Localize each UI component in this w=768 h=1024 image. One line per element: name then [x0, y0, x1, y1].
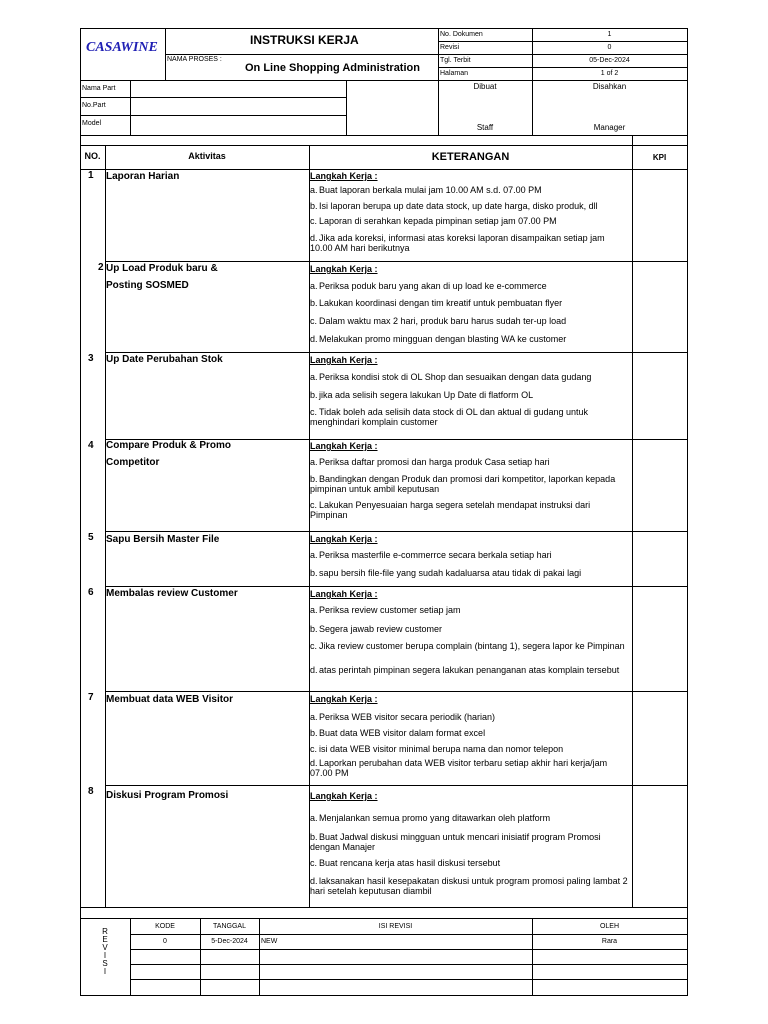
activity-name: Membuat data WEB Visitor [106, 694, 234, 705]
step-item: a.Menjalankan semua promo yang ditawarkan oleh platform [310, 813, 551, 823]
created-by-label: Dibuat [473, 82, 497, 91]
revision-by: Rara [601, 938, 618, 945]
model-label: Model [82, 120, 102, 127]
company-logo: CASAWINE [86, 40, 158, 55]
column-header-no: NO. [84, 151, 101, 161]
document-title: INSTRUKSI KERJA [250, 33, 359, 47]
step-item: b.Isi laporan berupa up date data stock, up date harga, disko produk, dll [310, 201, 598, 211]
step-item: b.jika ada selisih segera lakukan Up Date di flatform OL [310, 390, 534, 400]
staff-label: Staff [476, 123, 494, 132]
revision-header-content: ISI REVISI [378, 923, 413, 930]
row-number: 5 [88, 532, 94, 543]
column-header-activity: Aktivitas [188, 151, 226, 161]
steps-heading: Langkah Kerja : [310, 589, 378, 599]
step-item: c. Lakukan Penyesuaian harga segera setelah mendapat instruksi dari Pimpinan [310, 500, 591, 520]
revision-date: 5-Dec-2024 [211, 938, 248, 945]
row-number: 4 [88, 440, 94, 451]
step-item: b.Buat data WEB visitor dalam format excel [310, 728, 486, 738]
column-header-description: KETERANGAN [431, 151, 510, 163]
activity-name: Up Load Produk baru & Posting SOSMED [106, 263, 218, 291]
doc-number-label: No. Dokumen [440, 31, 483, 38]
step-item: a.Periksa review customer setiap jam [310, 605, 461, 615]
step-item: c. Buat rencana kerja atas hasil diskusi tersebut [310, 858, 501, 868]
step-item: a.Periksa kondisi stok di OL Shop dan sesuaikan dengan data gudang [310, 372, 592, 382]
step-item: a.Periksa poduk baru yang akan di up load ke e-commerce [310, 281, 547, 291]
step-item: d.Melakukan promo mingguan dengan blasting WA ke customer [310, 334, 567, 344]
revision-code: 0 [163, 938, 167, 945]
steps-heading: Langkah Kerja : [310, 791, 378, 801]
step-item: b.Lakukan koordinasi dengan tim kreatif untuk pembuatan flyer [310, 298, 563, 308]
revision-side-label: R E V I S I [102, 927, 108, 976]
steps-heading: Langkah Kerja : [310, 441, 378, 451]
step-item: c. isi data WEB visitor minimal berupa nama dan nomor telepon [310, 744, 564, 754]
revision-content: NEW [261, 938, 278, 945]
step-item: a.Buat laporan berkala mulai jam 10.00 AM s.d. 07.00 PM [310, 185, 542, 195]
step-item: b.sapu bersih file-file yang sudah kadaluarsa atau tidak di pakai lagi [310, 568, 582, 578]
process-name: On Line Shopping Administration [245, 62, 420, 74]
step-item: b.Buat Jadwal diskusi mingguan untuk mencari inisiatif program Promosi dengan Manajer [310, 832, 601, 852]
step-item: b.Bandingkan dengan Produk dan promosi dari kompetitor, laporkan kepada pimpinan untuk ambil keputusan [310, 474, 616, 494]
revision-header-code: KODE [155, 923, 175, 930]
row-number: 6 [88, 587, 94, 598]
step-item: a.Periksa WEB visitor secara periodik (harian) [310, 712, 496, 722]
steps-heading: Langkah Kerja : [310, 534, 378, 544]
step-item: c. Tidak boleh ada selisih data stock di OL dan aktual di gudang untuk menghindari komplain customer [310, 407, 589, 427]
activity-name: Sapu Bersih Master File [106, 534, 220, 545]
part-name-label: Nama Part [82, 85, 116, 92]
step-item: d.Jika ada koreksi, informasi atas koreksi laporan disampaikan setiap jam 10.00 AM hari berikutnya [310, 233, 605, 253]
steps-heading: Langkah Kerja : [310, 355, 378, 365]
activity-name: Laporan Harian [106, 171, 180, 182]
activity-name: Diskusi Program Promosi [106, 790, 229, 801]
steps-heading: Langkah Kerja : [310, 171, 378, 181]
step-item: b.Segera jawab review customer [310, 624, 443, 634]
activity-name: Compare Produk & Promo Competitor [106, 440, 232, 468]
row-number: 3 [88, 353, 94, 364]
part-number-label: No.Part [82, 102, 106, 109]
steps-heading: Langkah Kerja : [310, 694, 378, 704]
revision-label: Revisi [440, 44, 460, 51]
manager-label: Manager [593, 123, 626, 132]
revision-header-date: TANGGAL [213, 923, 246, 930]
doc-number-value: 1 [607, 31, 612, 38]
page-label: Halaman [440, 70, 469, 77]
activity-name: Up Date Perubahan Stok [106, 354, 223, 365]
steps-heading: Langkah Kerja : [310, 264, 378, 274]
step-item: d.laksanakan hasil kesepakatan diskusi untuk program promosi paling lambat 2 hari setelah keputusan diambil [310, 876, 628, 896]
step-item: c. Dalam waktu max 2 hari, produk baru harus sudah ter-up load [310, 316, 567, 326]
revision-value: 0 [607, 44, 612, 51]
issue-date-label: Tgl. Terbit [440, 57, 471, 64]
activity-name: Membalas review Customer [106, 588, 238, 599]
row-number: 2 [98, 262, 104, 273]
step-item: c. Laporan di serahkan kepada pimpinan setiap jam 07.00 PM [310, 216, 557, 226]
step-item: c. Jika review customer berupa complain (bintang 1), segera lapor ke Pimpinan [310, 641, 625, 651]
step-item: a.Periksa daftar promosi dan harga produk Casa setiap hari [310, 457, 550, 467]
revision-header-by: OLEH [599, 923, 620, 930]
step-item: a.Periksa masterfile e-commerrce secara berkala setiap hari [310, 550, 552, 560]
approved-by-label: Disahkan [592, 82, 627, 91]
row-number: 8 [88, 786, 94, 797]
step-item: d.Laporkan perubahan data WEB visitor terbaru setiap akhir hari kerja/jam 07.00 PM [310, 758, 608, 778]
step-item: d.atas perintah pimpinan segera lakukan penanganan atas komplain tersebut [310, 665, 620, 675]
page-value: 1 of 2 [600, 70, 619, 77]
process-label: NAMA PROSES : [167, 56, 222, 63]
row-number: 7 [88, 692, 94, 703]
row-number: 1 [88, 170, 94, 181]
column-header-kpi: KPI [652, 153, 667, 162]
issue-date-value: 05-Dec-2024 [589, 57, 630, 64]
